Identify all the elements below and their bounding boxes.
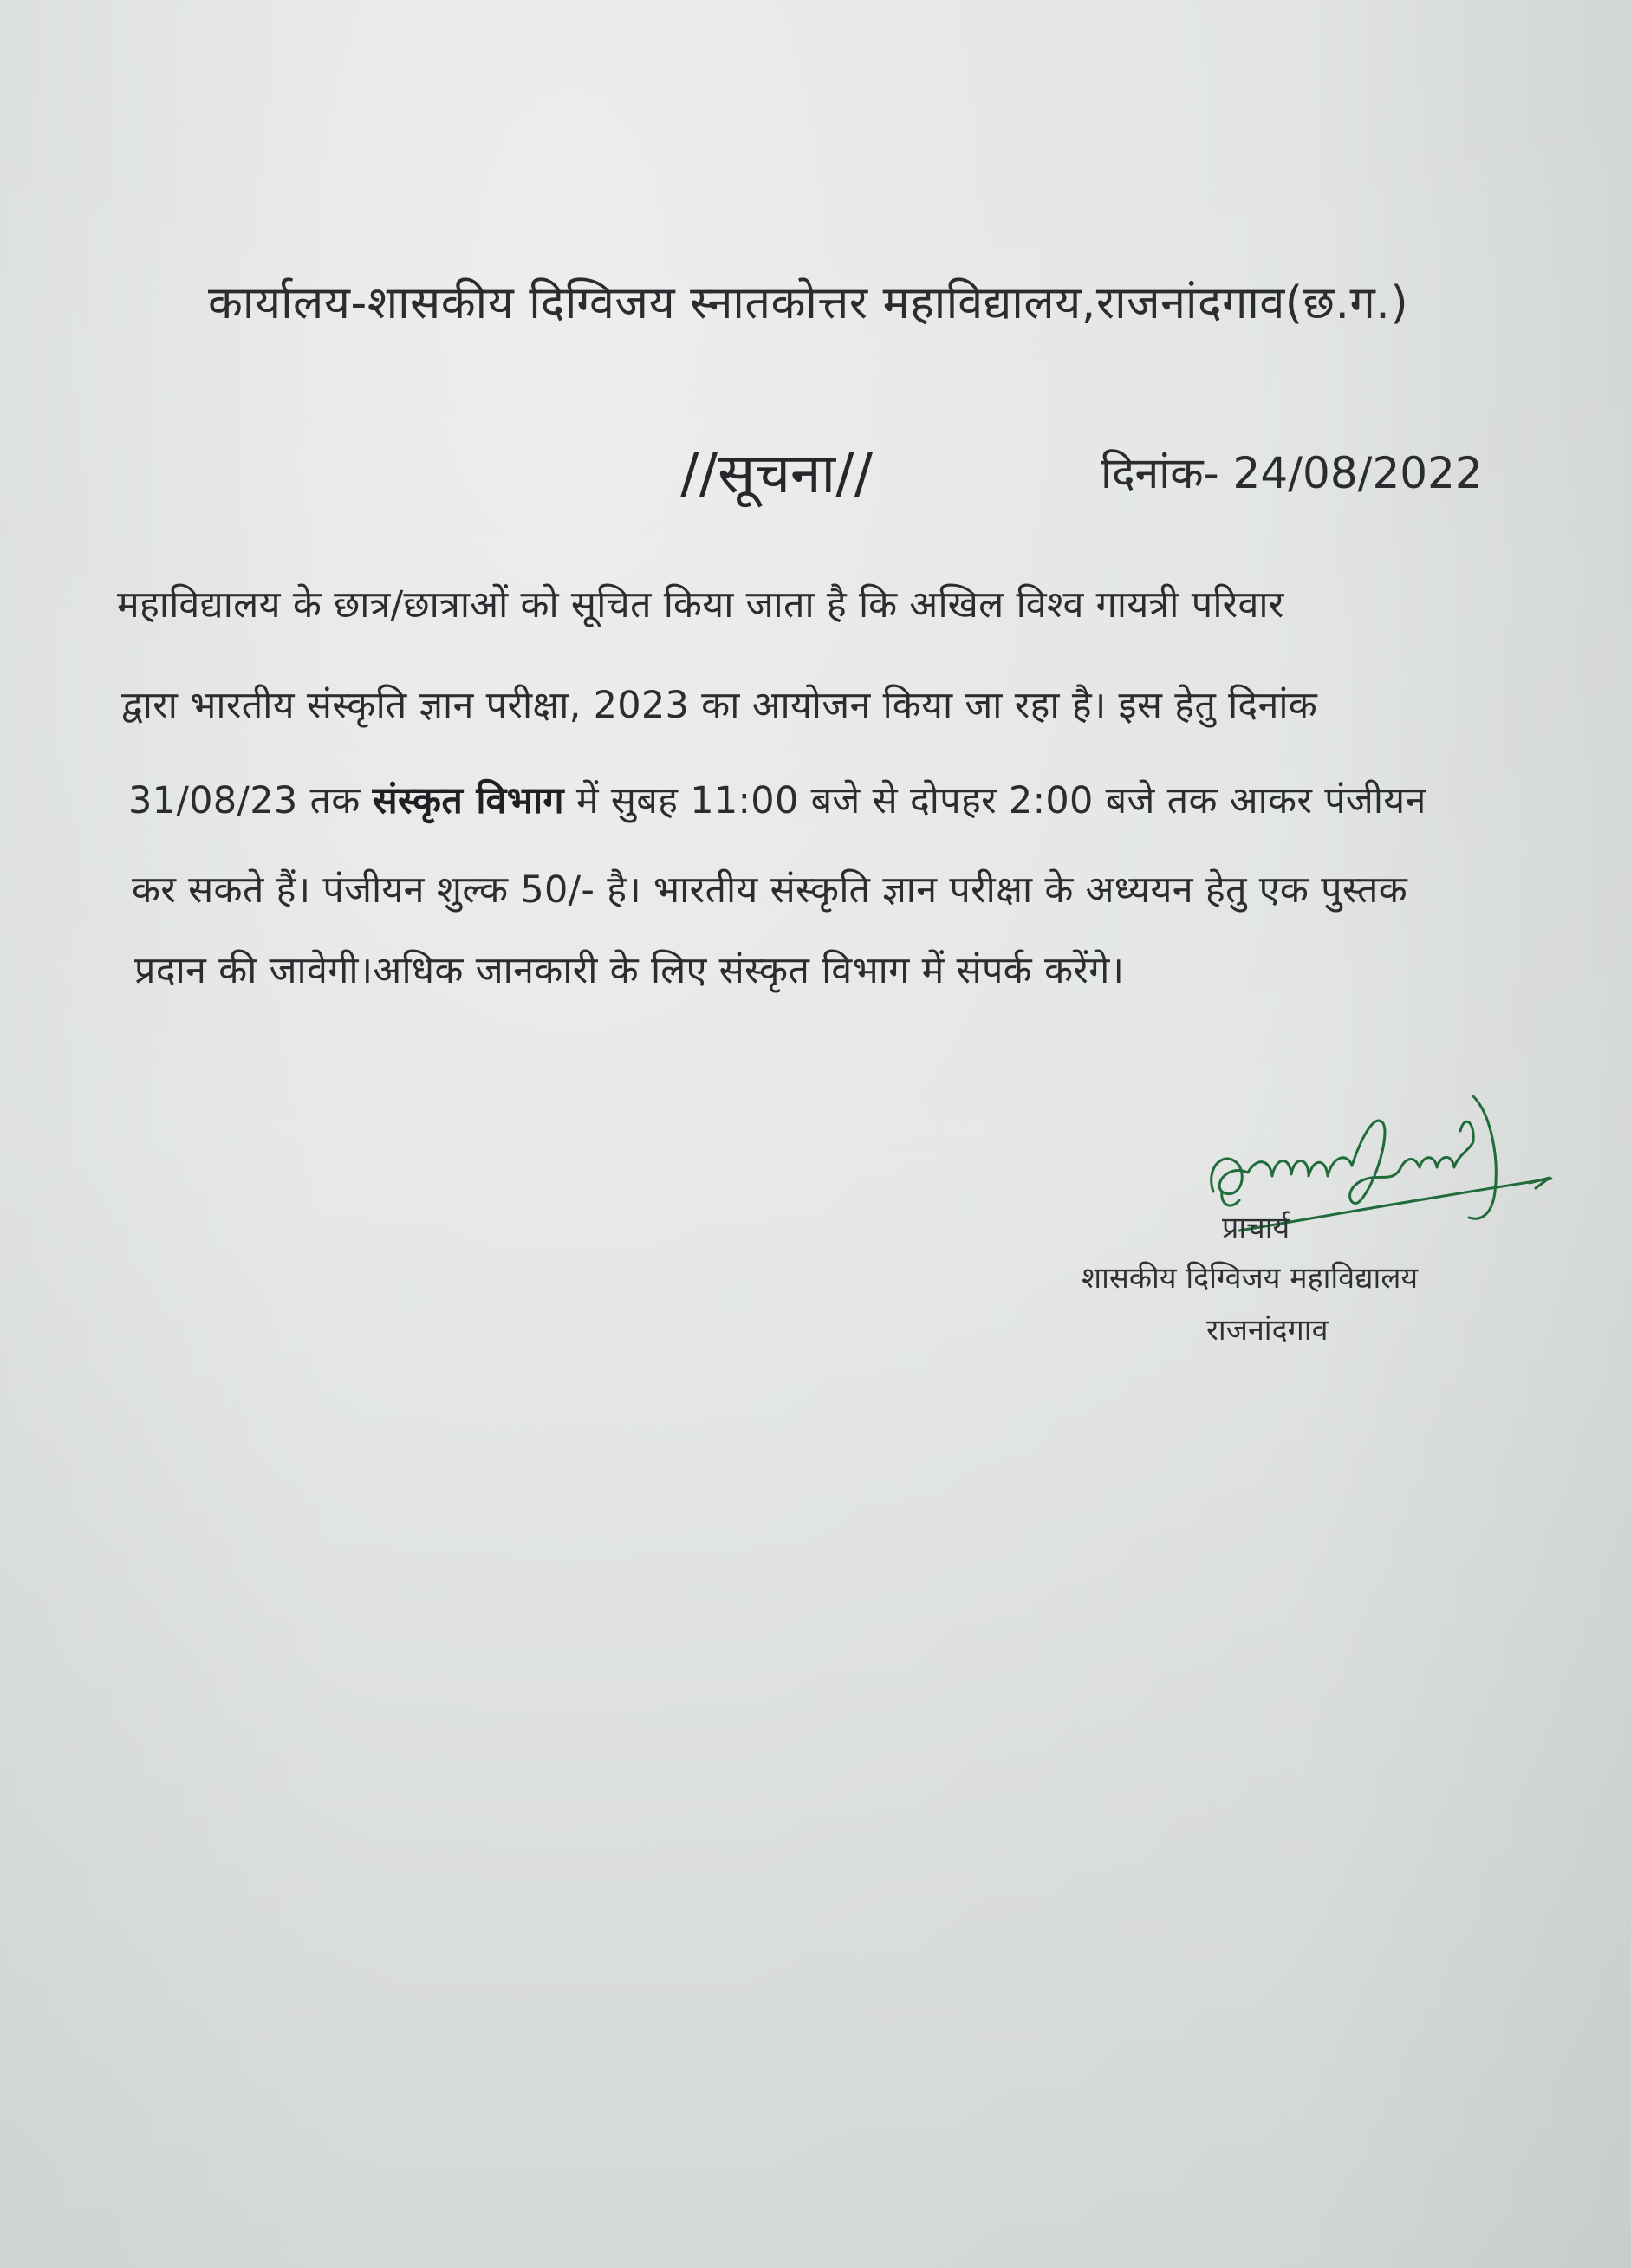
body-text: 31/08/23 तक: [128, 779, 373, 822]
notice-date: दिनांक- 24/08/2022: [1101, 448, 1483, 498]
body-text: में सुबह 11:00 बजे से दोपहर 2:00 बजे तक आकर पंजीयन: [563, 779, 1426, 822]
body-line: कर सकते हैं। पंजीयन शुल्क 50/- है। भारतीय संस्कृति ज्ञान परीक्षा के अध्ययन हेतु एक पुस्तक: [132, 868, 1408, 912]
body-line: महाविद्यालय के छात्र/छात्राओं को सूचित किया जाता है कि अखिल विश्व गायत्री परिवार: [117, 583, 1284, 627]
notice-heading: //सूचना//: [680, 442, 874, 506]
body-line: द्वारा भारतीय संस्कृति ज्ञान परीक्षा, 2023 का आयोजन किया जा रहा है। इस हेतु दिनांक: [121, 684, 1318, 727]
office-title: कार्यालय-शासकीय दिग्विजय स्नातकोत्तर महाविद्यालय,राजनांदगाव(छ.ग.): [208, 277, 1409, 329]
body-line: प्रदान की जावेगी।अधिक जानकारी के लिए संस्कृत विभाग में संपर्क करेंगे।: [134, 949, 1125, 992]
highlighted-department: संस्कृत विभाग: [372, 779, 564, 822]
signatory-designation: प्राचार्य: [1222, 1211, 1290, 1245]
signatory-institution: शासकीय दिग्विजय महाविद्यालय: [1082, 1261, 1419, 1296]
signatory-city: राजनांदगाव: [1206, 1313, 1329, 1348]
body-line: [128, 773, 1426, 824]
